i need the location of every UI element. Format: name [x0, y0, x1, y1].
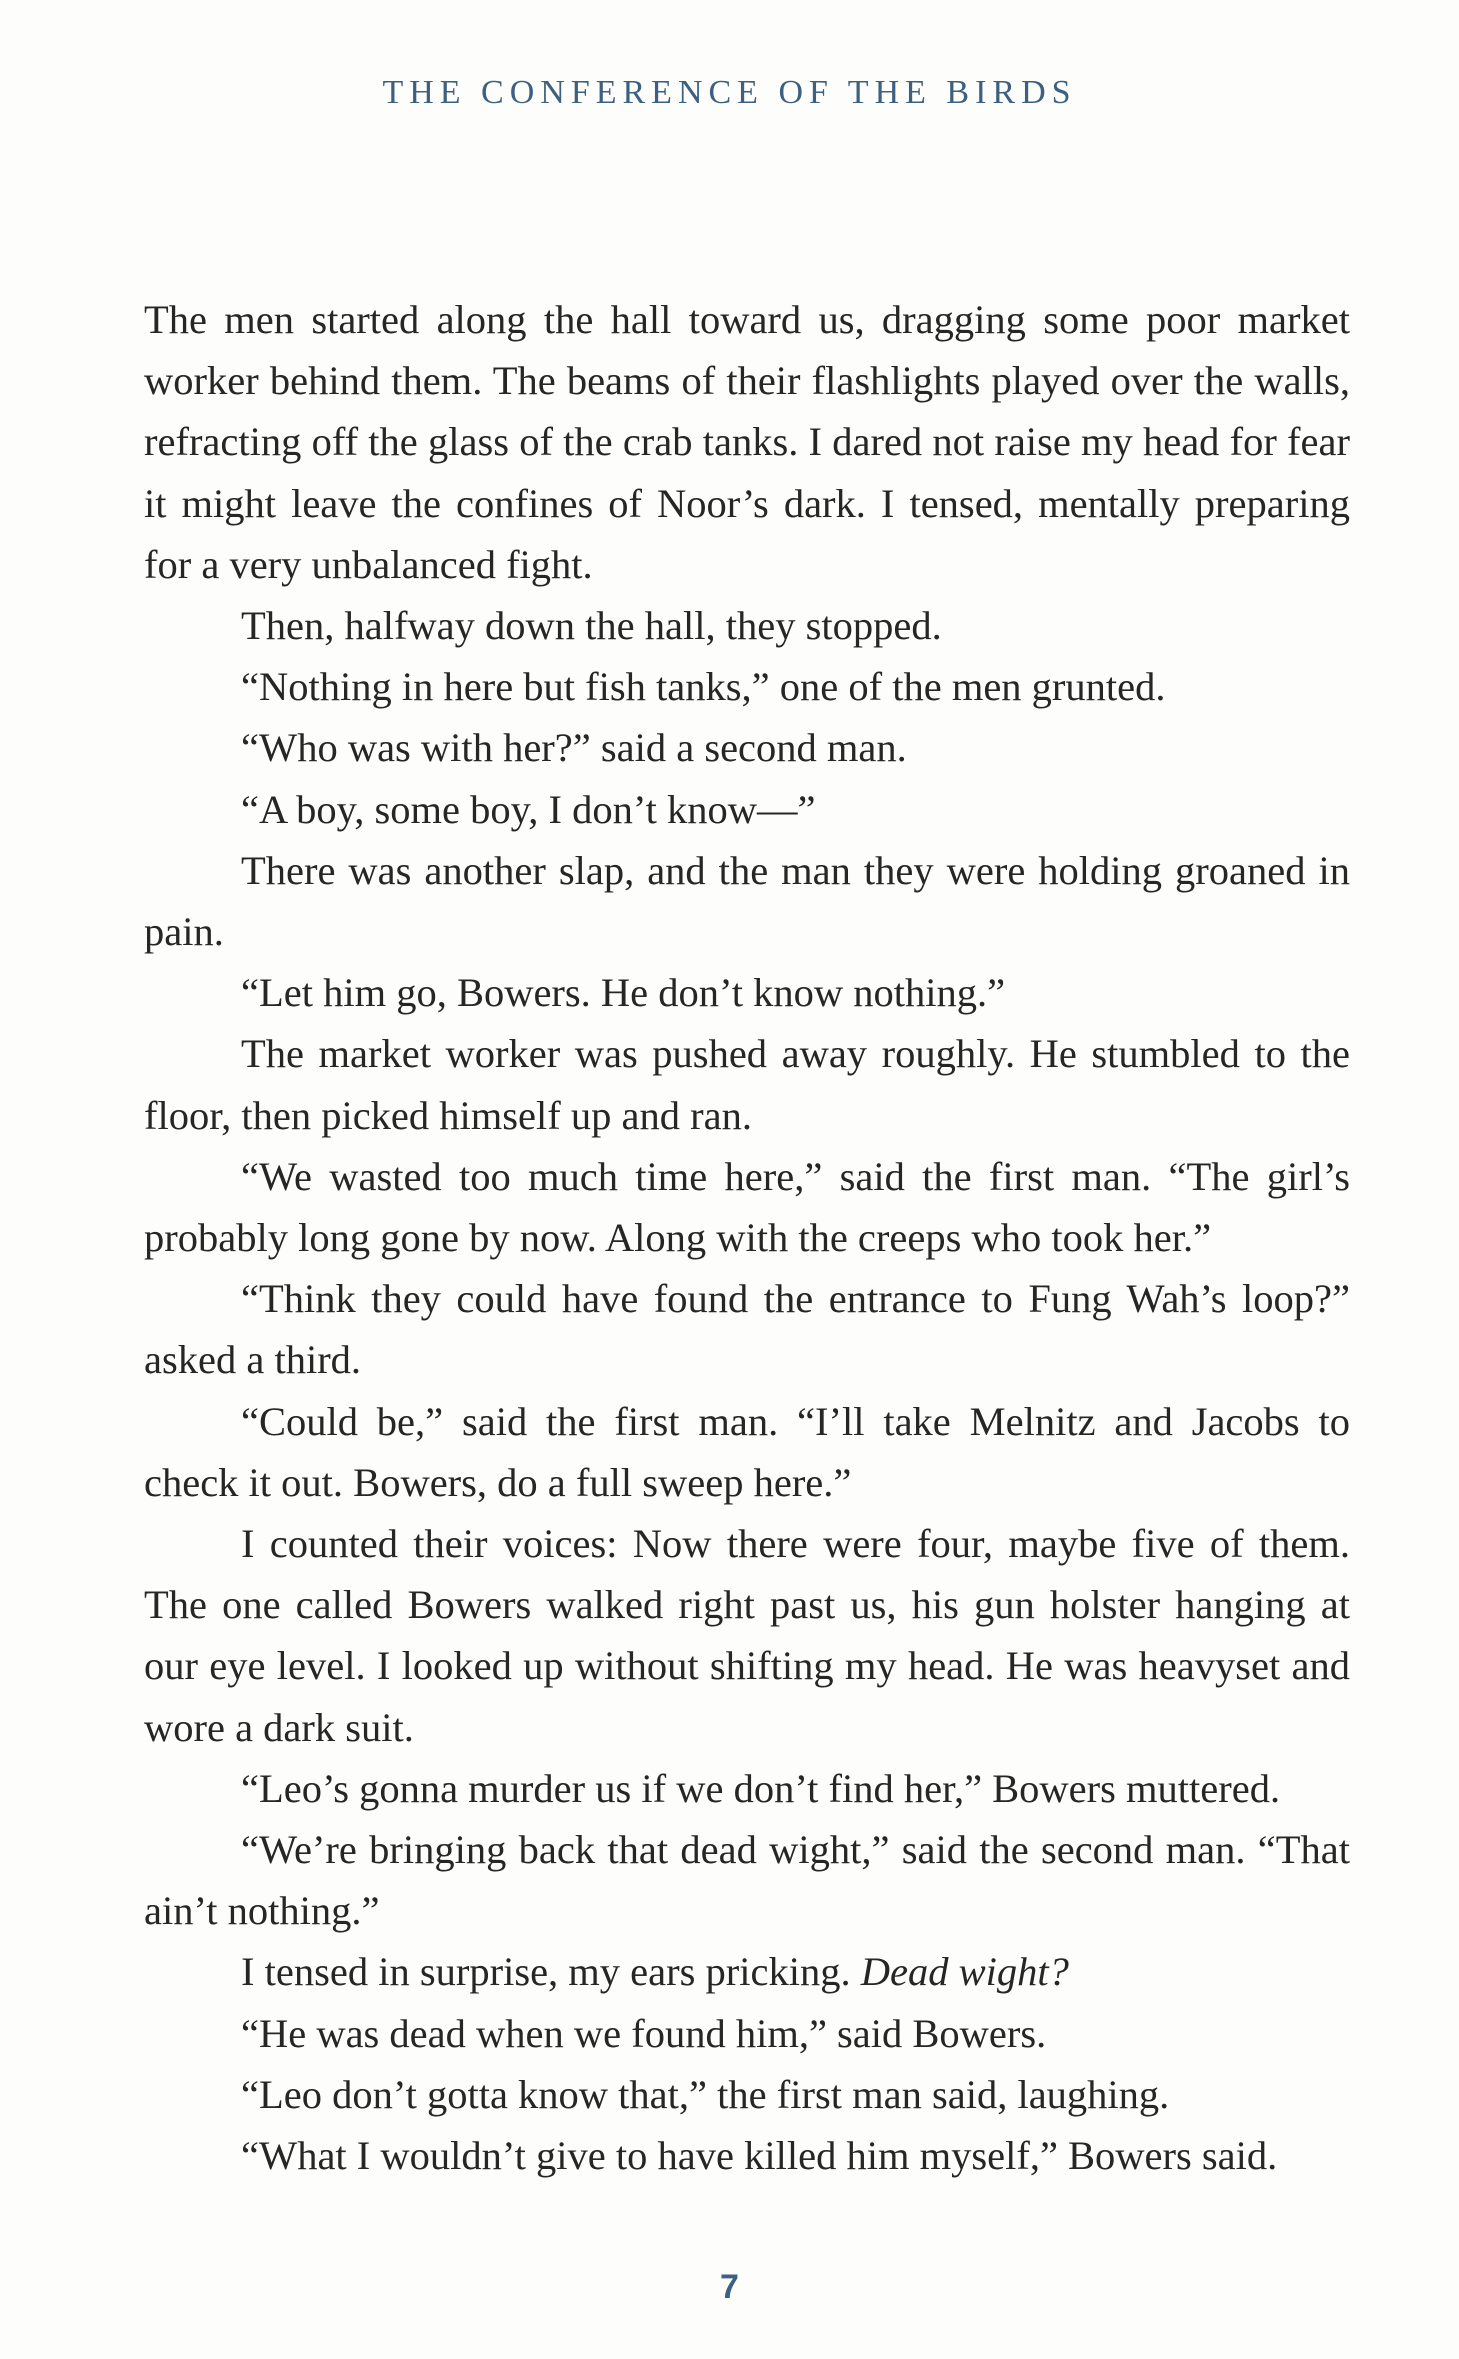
paragraph: The market worker was pushed away roughly. He stumbled to the floor, then picked himself up and ran. — [144, 1031, 1350, 1138]
paragraph: “Who was with her?” said a second man. — [241, 725, 907, 771]
paragraph-surprise-text: I tensed in surprise, my ears pricking. — [241, 1949, 861, 1995]
body-text — [144, 289, 1350, 2186]
paragraph-surprise — [144, 1941, 1350, 2002]
paragraph: “Could be,” said the first man. “I’ll take Melnitz and Jacobs to check it out. Bowers, do a full sweep here.” — [144, 1398, 1350, 1505]
paragraph: “We wasted too much time here,” said the first man. “The girl’s probably long gone by now. Along with the creeps who took her.” — [144, 1153, 1350, 1261]
paragraph: “Think they could have found the entrance to Fung Wah’s loop?” asked a third. — [144, 1276, 1350, 1383]
paragraph: “What I wouldn’t give to have killed him myself,” Bowers said. — [241, 2133, 1278, 2179]
paragraph: The men started along the hall toward us, dragging some poor market worker behind them. The beams of their flashlights played over the walls, refracting off the glass of the crab tanks. I dared not raise my head for fear it might leave the confines of Noor’s dark. I tensed, mentally preparing for a very unbalanced fight. — [144, 297, 1350, 587]
paragraph: I counted their voices: Now there were four, maybe five of them. The one called Bowers walked right past us, his gun holster hanging at our eye level. I looked up without shifting my head. He was heavyset and wore a dark suit. — [144, 1521, 1350, 1750]
paragraph-surprise-emphasis: Dead wight? — [860, 1949, 1069, 1995]
paragraph: Then, halfway down the hall, they stopped. — [241, 603, 942, 649]
paragraph: “Nothing in here but fish tanks,” one of the men grunted. — [241, 664, 1166, 710]
paragraph: “We’re bringing back that dead wight,” said the second man. “That ain’t nothing.” — [144, 1827, 1350, 1934]
paragraph: “A boy, some boy, I don’t know—” — [241, 786, 816, 832]
paragraph: “Let him go, Bowers. He don’t know nothing.” — [241, 970, 1006, 1016]
paragraph: “He was dead when we found him,” said Bowers. — [241, 2010, 1047, 2056]
paragraph: “Leo’s gonna murder us if we don’t find her,” Bowers muttered. — [241, 1765, 1281, 1811]
page-number: 7 — [720, 2268, 739, 2306]
running-head: THE CONFERENCE OF THE BIRDS — [382, 74, 1077, 111]
paragraph: There was another slap, and the man they were holding groaned in pain. — [144, 847, 1350, 955]
paragraph: “Leo don’t gotta know that,” the first man said, laughing. — [241, 2071, 1170, 2117]
